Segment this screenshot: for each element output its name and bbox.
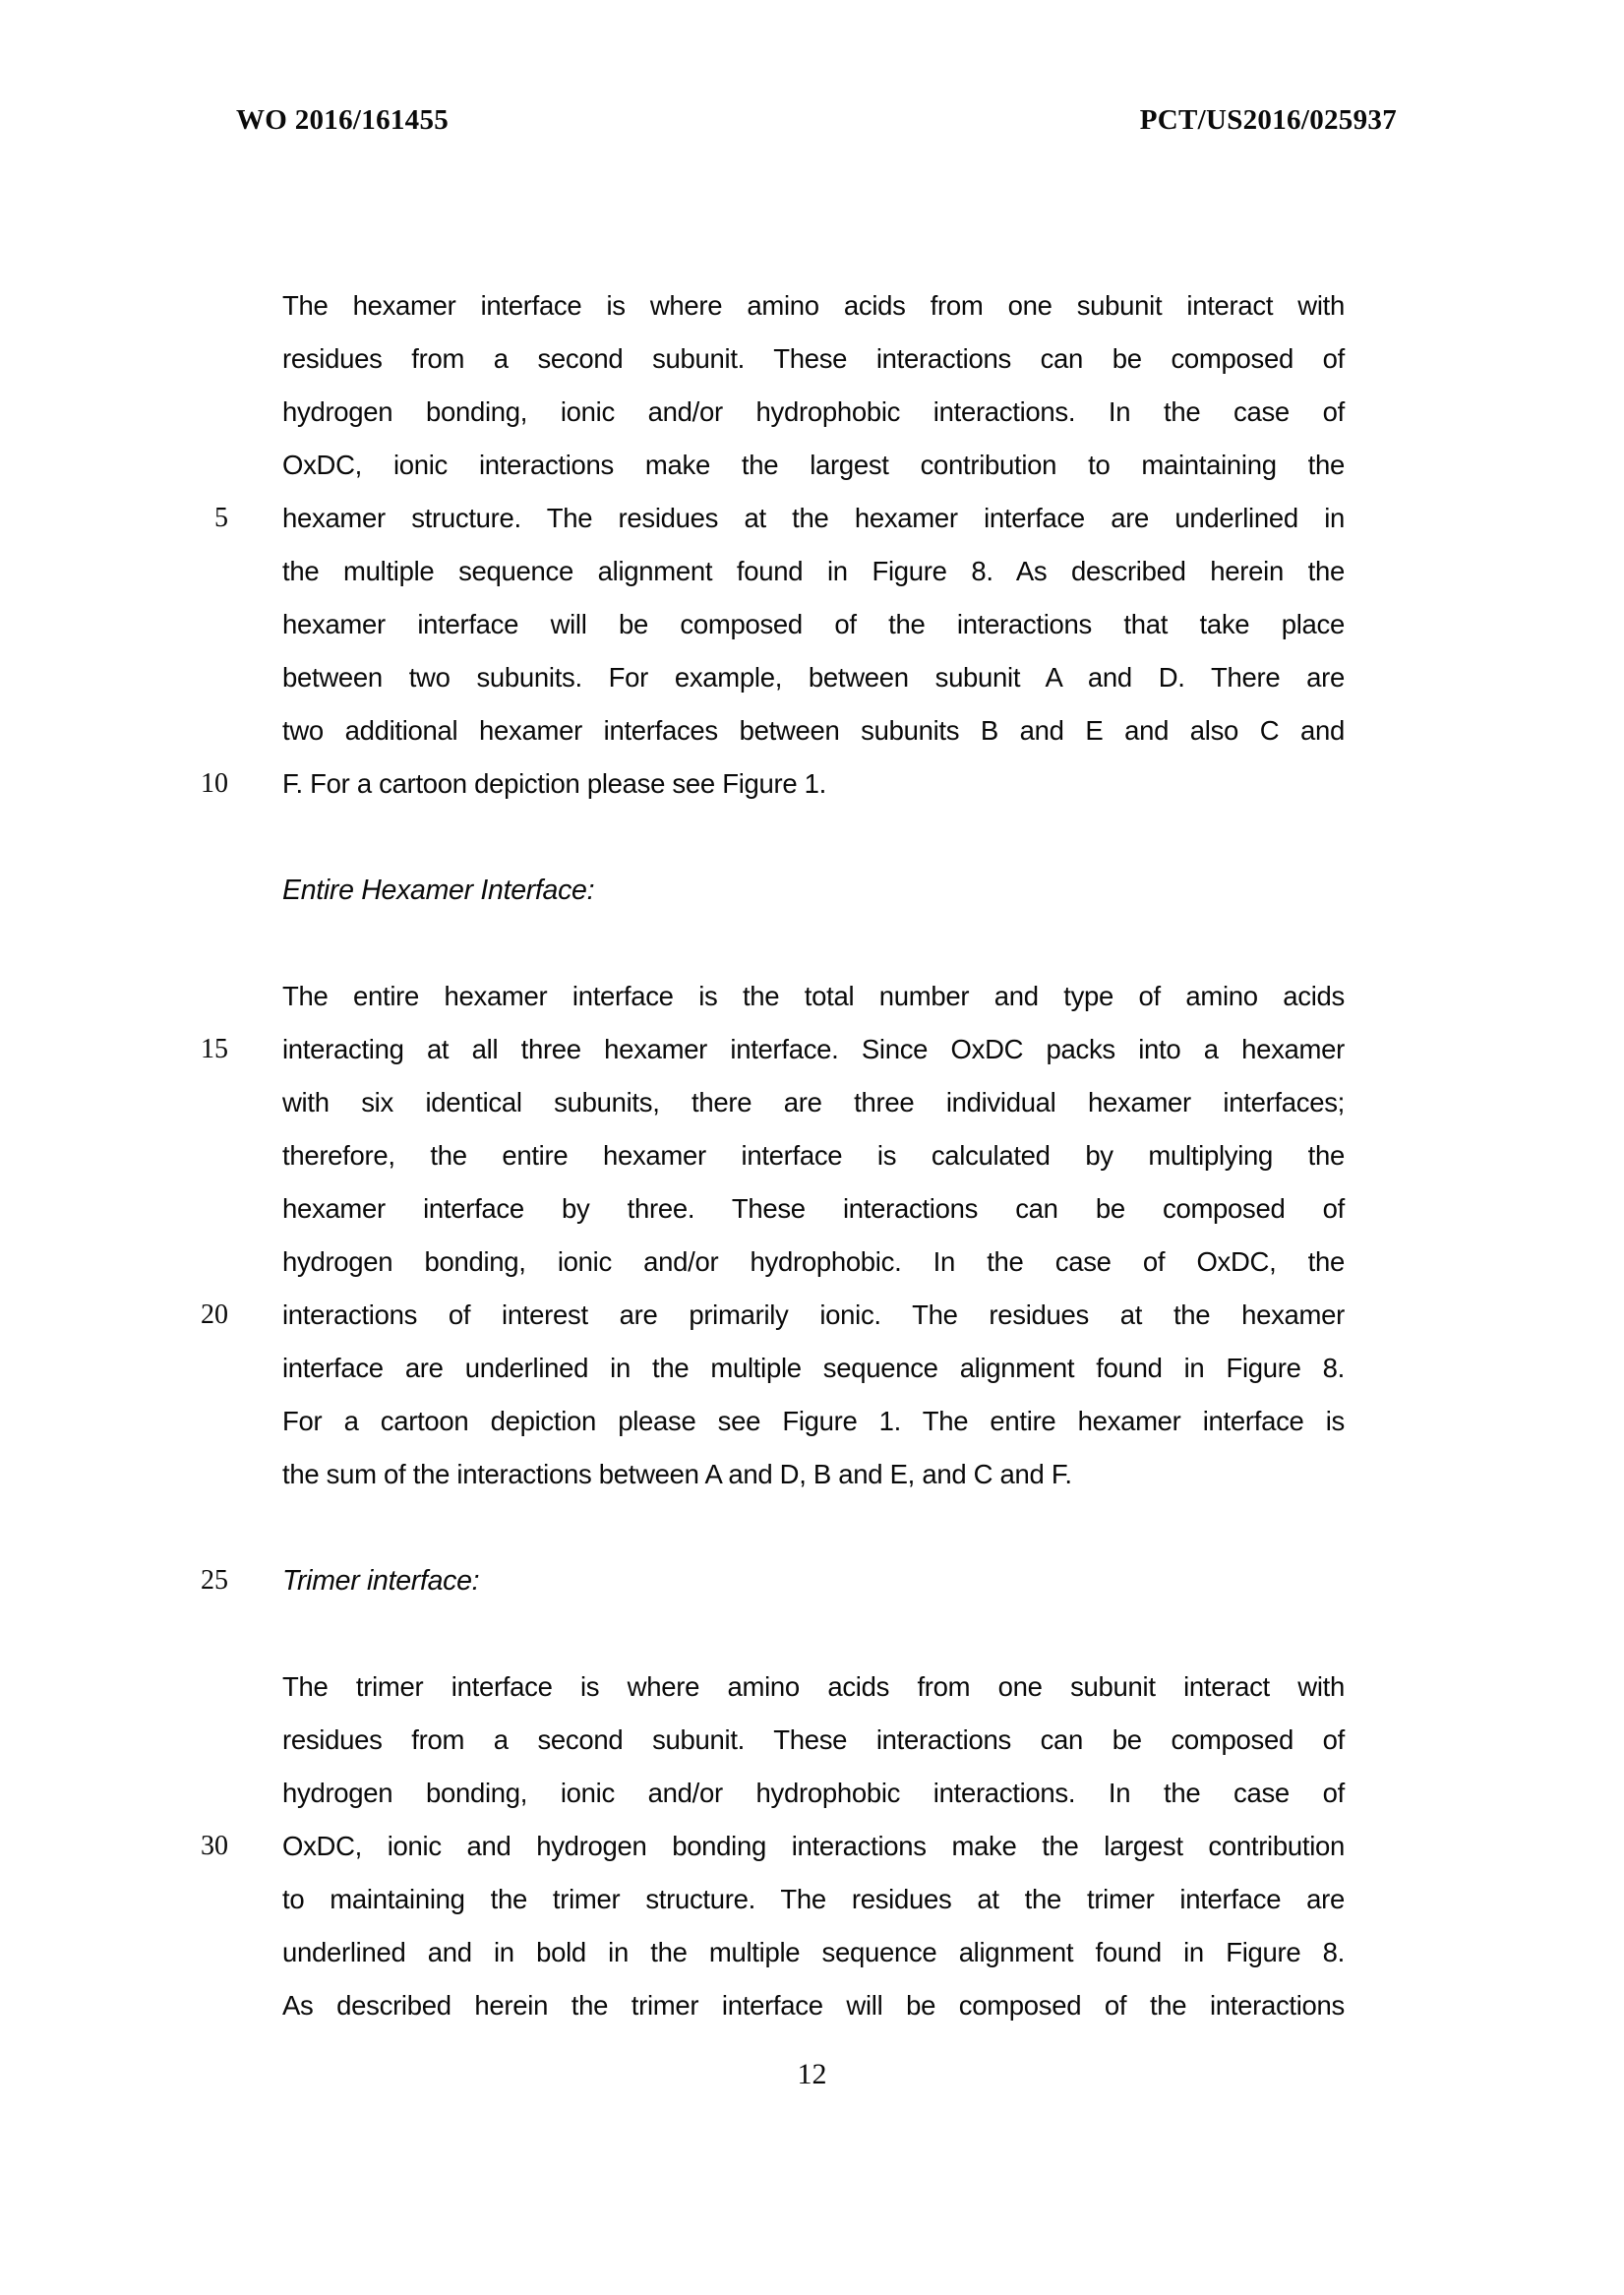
body-line: therefore, the entire hexamer interface is calculated by multiplying the xyxy=(282,1140,1345,1171)
body-text-block xyxy=(201,279,1345,2032)
body-line: The hexamer interface is where amino acids from one subunit interact with xyxy=(282,290,1345,321)
margin-line-number: 30 xyxy=(201,1831,228,1861)
body-line: 30 OxDC, ionic and hydrogen bonding interactions make the largest contribution xyxy=(282,1820,1345,1873)
body-line: hydrogen bonding, ionic and/or hydrophobic. In the case of OxDC, the xyxy=(282,1246,1345,1277)
body-line: The trimer interface is where amino acids from one subunit interact with xyxy=(282,1671,1345,1702)
blank-line xyxy=(282,1607,1345,1661)
body-line: the sum of the interactions between A and D, B and E, and C and F. xyxy=(282,1459,1072,1489)
body-line: between two subunits. For example, between subunit A and D. There are xyxy=(282,662,1345,693)
header-publication-number: WO 2016/161455 xyxy=(236,104,450,136)
blank-line xyxy=(282,811,1345,864)
body-line: For a cartoon depiction please see Figure 1. The entire hexamer interface is xyxy=(282,1406,1345,1436)
body-line: 5 hexamer structure. The residues at the hexamer interface are underlined in xyxy=(282,492,1345,545)
body-line: hydrogen bonding, ionic and/or hydrophobic interactions. In the case of xyxy=(282,1778,1345,1808)
body-line: to maintaining the trimer structure. The residues at the trimer interface are xyxy=(282,1884,1345,1914)
header-application-number: PCT/US2016/025937 xyxy=(1139,104,1397,136)
body-line: residues from a second subunit. These interactions can be composed of xyxy=(282,1724,1345,1755)
section-heading: 25 Trimer interface: xyxy=(282,1554,1345,1607)
margin-line-number: 20 xyxy=(201,1299,228,1330)
body-line: interface are underlined in the multiple sequence alignment found in Figure 8. xyxy=(282,1353,1345,1383)
body-line: 10 F. For a cartoon depiction please see Figure 1. xyxy=(282,757,1345,811)
body-line: 20 interactions of interest are primarily ionic. The residues at the hexamer xyxy=(282,1289,1345,1342)
body-line: As described herein the trimer interface will be composed of the interactions xyxy=(282,1990,1345,2021)
body-line: OxDC, ionic interactions make the largest contribution to maintaining the xyxy=(282,450,1345,480)
blank-line xyxy=(282,1501,1345,1554)
body-line: 15 interacting at all three hexamer interface. Since OxDC packs into a hexamer xyxy=(282,1023,1345,1076)
margin-line-number: 10 xyxy=(201,768,228,799)
page-number: 12 xyxy=(797,2058,827,2090)
blank-line xyxy=(282,917,1345,970)
body-line: hexamer interface by three. These interactions can be composed of xyxy=(282,1193,1345,1224)
body-line: The entire hexamer interface is the total number and type of amino acids xyxy=(282,981,1345,1011)
margin-line-number: 25 xyxy=(201,1565,228,1596)
section-heading: Entire Hexamer Interface: xyxy=(282,875,595,906)
body-line: underlined and in bold in the multiple sequence alignment found in Figure 8. xyxy=(282,1937,1345,1967)
body-line: two additional hexamer interfaces between subunits B and E and also C and xyxy=(282,715,1345,746)
body-line: with six identical subunits, there are three individual hexamer interfaces; xyxy=(282,1087,1345,1117)
body-line: the multiple sequence alignment found in Figure 8. As described herein the xyxy=(282,556,1345,586)
body-line: hydrogen bonding, ionic and/or hydrophobic interactions. In the case of xyxy=(282,396,1345,427)
margin-line-number: 5 xyxy=(214,503,228,533)
body-line: residues from a second subunit. These interactions can be composed of xyxy=(282,343,1345,374)
body-line: hexamer interface will be composed of the interactions that take place xyxy=(282,609,1345,639)
margin-line-number: 15 xyxy=(201,1034,228,1064)
